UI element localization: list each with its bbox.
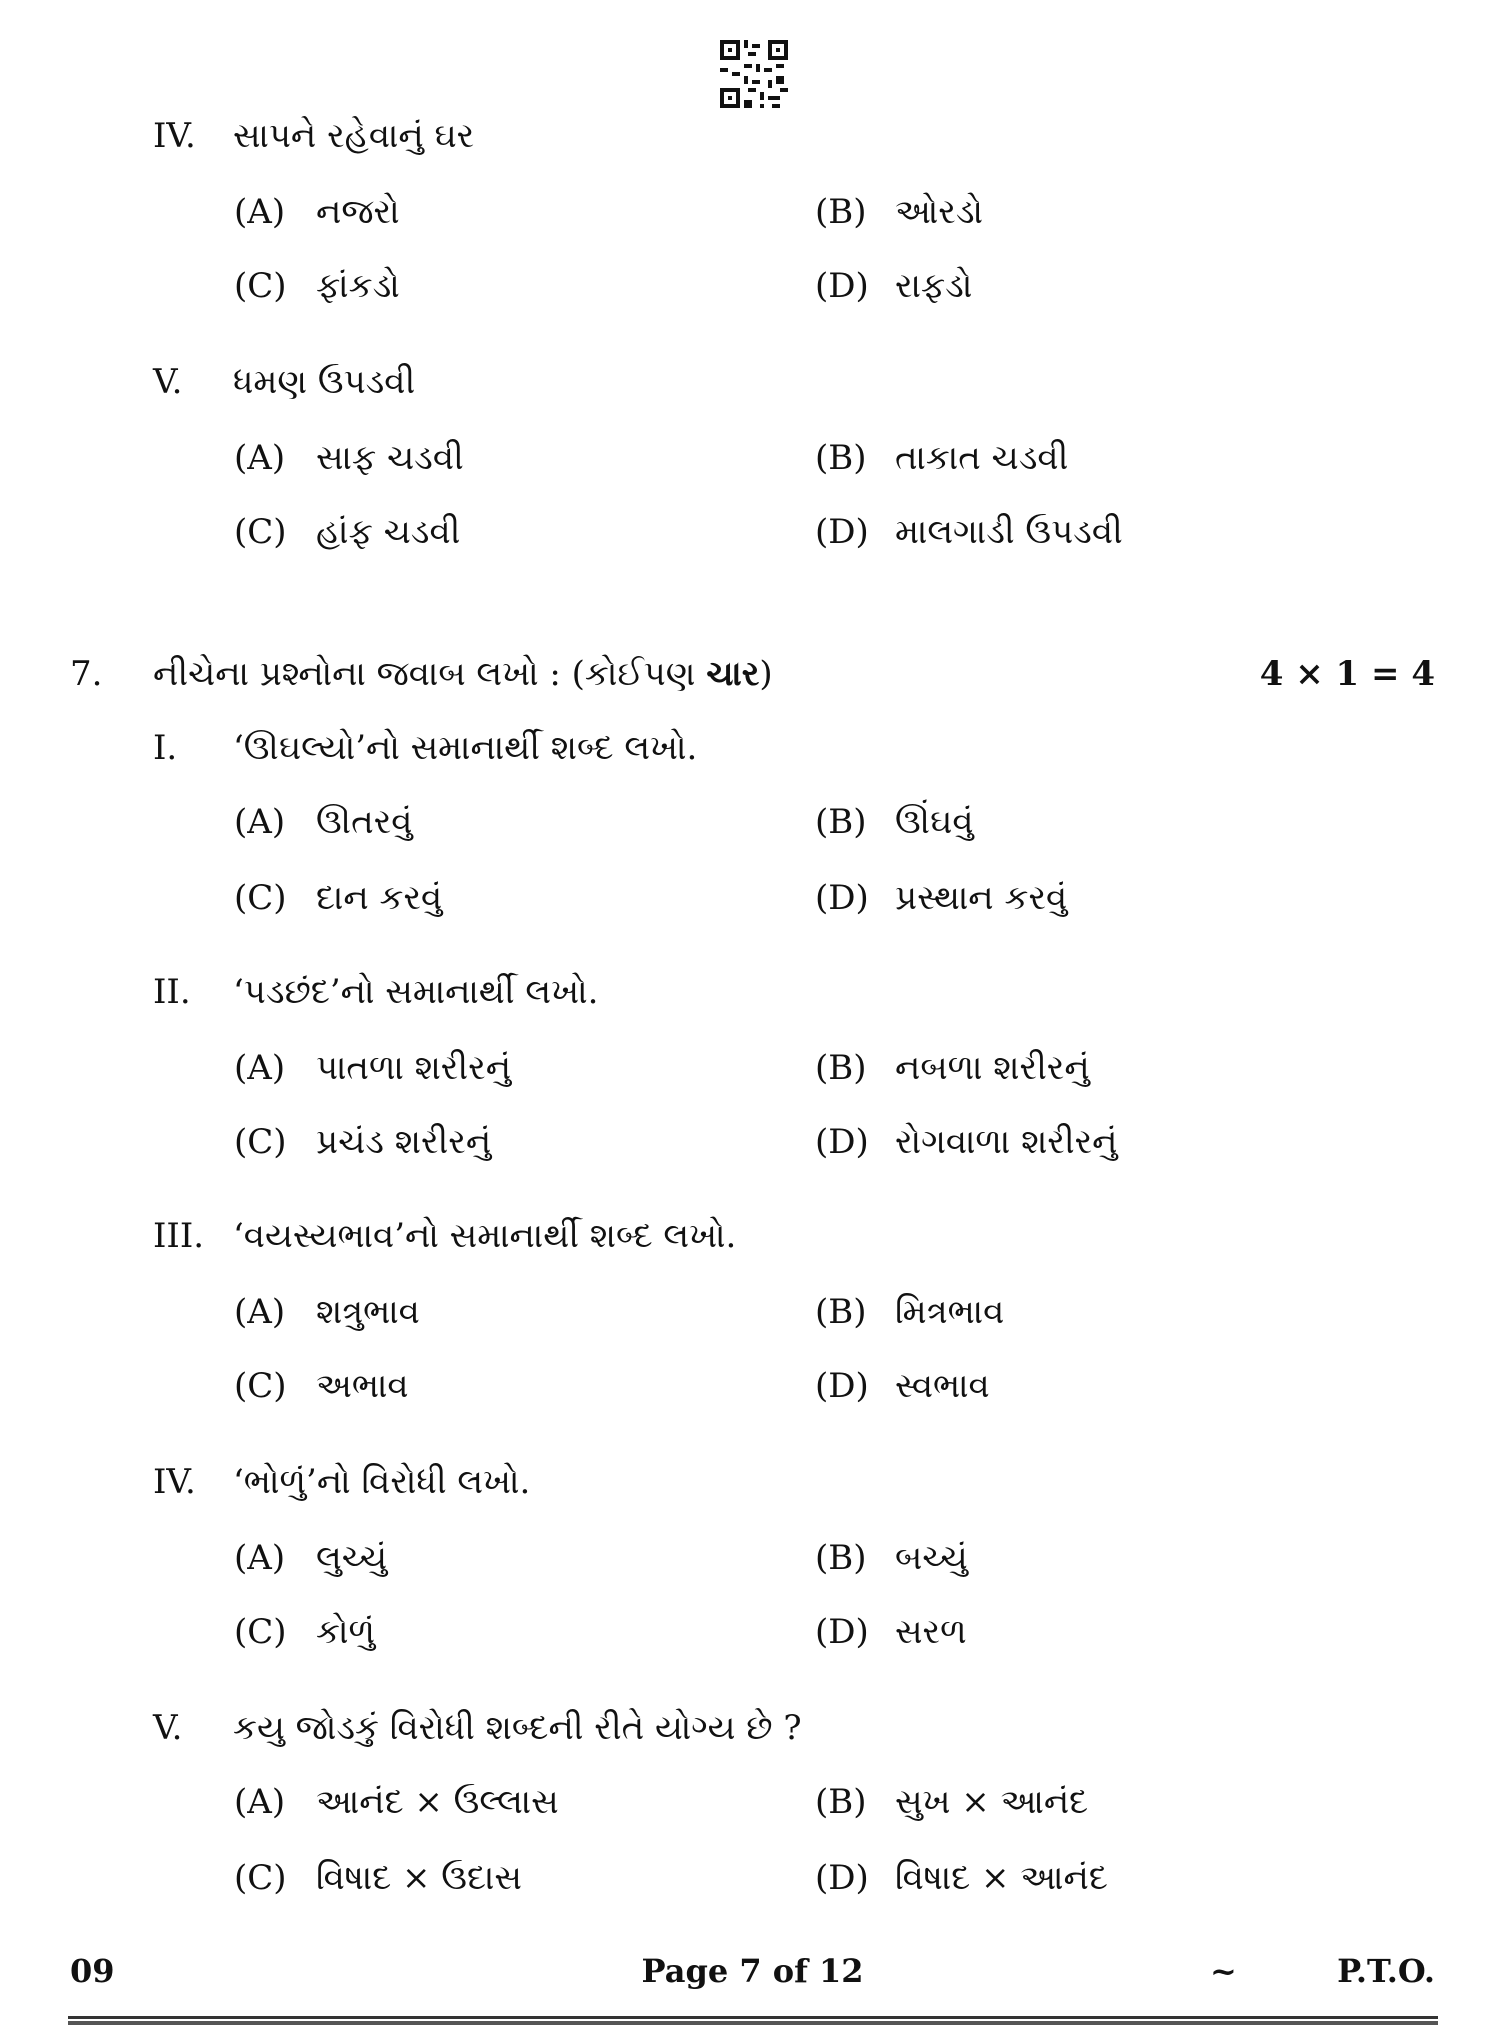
question-number: V.: [153, 1708, 183, 1748]
option-text: બચ્ચું: [895, 1538, 968, 1578]
option-label: (C): [234, 1122, 287, 1162]
option-text: પ્રસ્થાન કરવું: [895, 878, 1068, 918]
option-text: અભાવ: [316, 1366, 409, 1406]
option-text: સુખ × આનંદ: [895, 1782, 1089, 1822]
question-number: IV.: [153, 1462, 196, 1502]
option-text: સ્વભાવ: [895, 1366, 990, 1406]
option-label: (D): [815, 878, 869, 918]
question-number: IV.: [153, 116, 196, 156]
question-number: 7.: [70, 654, 103, 694]
option-text: પ્રચંડ શરીરનું: [316, 1122, 492, 1162]
option-label: (D): [815, 1858, 869, 1898]
question-number: III.: [153, 1216, 205, 1256]
option-label: (C): [234, 1612, 287, 1652]
question-number: I.: [153, 728, 178, 768]
option-label: (C): [234, 1858, 287, 1898]
option-label: (A): [234, 1782, 286, 1822]
option-text: ઓરડો: [895, 192, 983, 232]
qr-code-icon: [720, 40, 788, 108]
option-label: (A): [234, 802, 286, 842]
option-text: દાન કરવું: [316, 878, 443, 918]
option-label: (D): [815, 1612, 869, 1652]
option-label: (A): [234, 1538, 286, 1578]
page-number: Page 7 of 12: [641, 1952, 864, 1990]
footer-divider: [68, 2016, 1438, 2025]
option-text: વિષાદ × ઉદાસ: [316, 1858, 522, 1898]
instruction-text: નીચેના પ્રશ્નોના જવાબ લખો : (કોઈપણ: [153, 654, 707, 694]
option-text: નબળા શરીરનું: [895, 1048, 1090, 1088]
option-label: (A): [234, 1048, 286, 1088]
question-number: V.: [153, 362, 183, 402]
option-text: સાફ ચડવી: [316, 438, 464, 478]
question-text: ‘ઊઘલ્યો’નો સમાનાર્થી શબ્દ લખો.: [233, 728, 698, 768]
option-text: હાંફ ચડવી: [316, 512, 461, 552]
option-text: માલગાડી ઉપડવી: [895, 512, 1123, 552]
option-text: લુચ્ચું: [316, 1538, 388, 1578]
question-text: ‘વયસ્યભાવ’નો સમાનાર્થી શબ્દ લખો.: [233, 1216, 737, 1256]
pto-label: P.T.O.: [1337, 1952, 1435, 1990]
option-text: રાફડો: [895, 266, 973, 306]
option-label: (A): [234, 1292, 286, 1332]
option-label: (B): [815, 1538, 867, 1578]
option-label: (C): [234, 266, 287, 306]
option-label: (C): [234, 512, 287, 552]
instruction-emphasis: ચાર: [706, 654, 760, 694]
option-label: (C): [234, 1366, 287, 1406]
option-text: રોગવાળા શરીરનું: [895, 1122, 1118, 1162]
option-text: તાકાત ચડવી: [895, 438, 1069, 478]
instruction-text-end: ): [759, 654, 773, 694]
marks-label: 4 × 1 = 4: [1259, 654, 1435, 694]
option-text: ફાંકડો: [316, 266, 400, 306]
option-text: મિત્રભાવ: [895, 1292, 1005, 1332]
option-label: (B): [815, 192, 867, 232]
option-label: (B): [815, 1292, 867, 1332]
paper-code: 09: [70, 1952, 115, 1990]
option-text: સરળ: [895, 1612, 967, 1652]
option-text: વિષાદ × આનંદ: [895, 1858, 1108, 1898]
option-label: (C): [234, 878, 287, 918]
option-label: (B): [815, 802, 867, 842]
option-label: (A): [234, 438, 286, 478]
option-text: પાતળા શરીરનું: [316, 1048, 512, 1088]
option-label: (B): [815, 1782, 867, 1822]
option-label: (D): [815, 1366, 869, 1406]
option-label: (B): [815, 438, 867, 478]
footer-tilde: ~: [1210, 1952, 1237, 1990]
option-label: (D): [815, 512, 869, 552]
option-label: (B): [815, 1048, 867, 1088]
question-text: સાપને રહેવાનું ઘર: [233, 116, 475, 156]
option-label: (D): [815, 1122, 869, 1162]
option-text: ઊતરવું: [316, 802, 413, 842]
question-text: ધમણ ઉપડવી: [233, 362, 416, 402]
question-text: ‘પડછંદ’નો સમાનાર્થી લખો.: [233, 972, 599, 1012]
question-text: ‘ભોળું’નો વિરોધી લખો.: [233, 1462, 531, 1502]
option-label: (A): [234, 192, 286, 232]
option-text: આનંદ × ઉલ્લાસ: [316, 1782, 559, 1822]
option-text: શત્રુભાવ: [316, 1292, 420, 1332]
option-text: નજરો: [316, 192, 400, 232]
option-label: (D): [815, 266, 869, 306]
option-text: કોળું: [316, 1612, 376, 1652]
option-text: ઊંઘવું: [895, 802, 974, 842]
question-number: II.: [153, 972, 191, 1012]
question-text: કયુ જોડકું વિરોધી શબ્દની રીતે યોગ્ય છે ?: [233, 1708, 802, 1748]
question-instruction: [153, 652, 773, 696]
